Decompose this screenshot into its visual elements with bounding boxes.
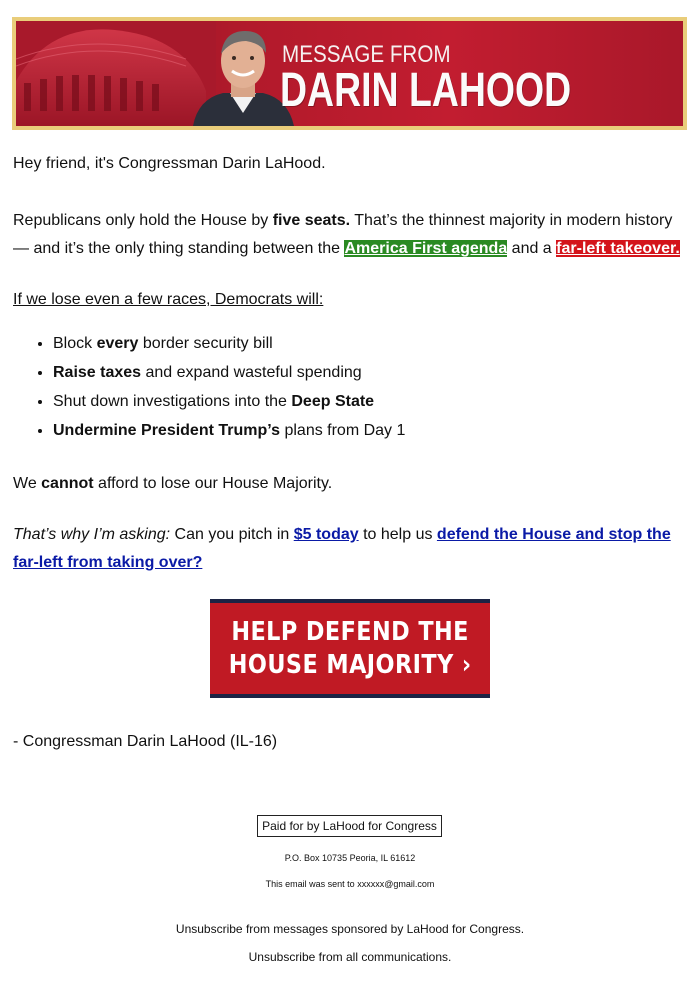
list-item-text: Block bbox=[53, 335, 97, 352]
consequences-list bbox=[13, 329, 405, 445]
capitol-dome-graphic bbox=[16, 21, 216, 126]
help-defend-button[interactable] bbox=[210, 599, 490, 698]
cta-line-2: HOUSE MAJORITY › bbox=[228, 649, 472, 680]
list-item-text: Shut down investigations into the bbox=[53, 393, 292, 410]
list-item-bold: Raise taxes bbox=[53, 364, 142, 381]
ask-text-1: Can you pitch in bbox=[170, 526, 294, 543]
ask-paragraph bbox=[13, 521, 688, 577]
header-banner bbox=[12, 17, 687, 130]
paid-for-disclaimer: Paid for by LaHood for Congress bbox=[257, 815, 442, 837]
banner-message-from: MESSAGE FROM bbox=[282, 41, 451, 68]
far-left-highlight: far-left takeover. bbox=[556, 240, 680, 257]
ask-italic: That’s why I’m asking: bbox=[13, 526, 171, 543]
banner-name: DARIN LAHOOD bbox=[280, 64, 572, 117]
cannot-bold: cannot bbox=[41, 475, 94, 492]
warning-text: If we lose even a few races, Democrats will: bbox=[13, 291, 324, 308]
intro-paragraph bbox=[13, 207, 688, 263]
list-item-text: border security bill bbox=[138, 335, 273, 352]
list-item-text: and expand wasteful spending bbox=[141, 364, 362, 381]
list-item-bold: Deep State bbox=[291, 393, 375, 410]
list-item bbox=[53, 358, 405, 387]
greeting-text: Hey friend, it's Congressman Darin LaHood. bbox=[13, 155, 326, 172]
intro-text-1: Republicans only hold the House by bbox=[13, 212, 273, 229]
list-item bbox=[53, 416, 405, 445]
cannot-paragraph bbox=[13, 470, 688, 498]
list-item-text: plans from Day 1 bbox=[280, 422, 406, 439]
unsubscribe-sponsored-link[interactable]: Unsubscribe from messages sponsored by LaHood for Congress. bbox=[175, 922, 525, 936]
cannot-text-1: We bbox=[13, 475, 42, 492]
cta-line-1: HELP DEFEND THE bbox=[231, 616, 469, 647]
america-first-highlight: America First agenda bbox=[344, 240, 508, 257]
intro-text-3: and a bbox=[507, 240, 557, 257]
donate-5-link[interactable]: $5 today bbox=[293, 526, 359, 543]
mailing-address: P.O. Box 10735 Peoria, IL 61612 bbox=[284, 853, 416, 863]
intro-text-2: That’s the thinnest majority in modern history — and it’s the only thing standing between the bbox=[13, 212, 673, 257]
intro-bold-five-seats: five seats. bbox=[272, 212, 351, 229]
cannot-text-2: afford to lose our House Majority. bbox=[93, 475, 333, 492]
signature: - Congressman Darin LaHood (IL-16) bbox=[13, 733, 278, 750]
list-item-bold: Undermine President Trump’s bbox=[53, 422, 281, 439]
list-item bbox=[53, 329, 405, 358]
list-item-bold: every bbox=[96, 335, 139, 352]
ask-text-2: to help us bbox=[358, 526, 437, 543]
sent-to-notice: This email was sent to xxxxxx@gmail.com bbox=[265, 879, 435, 889]
unsubscribe-all-link[interactable]: Unsubscribe from all communications. bbox=[248, 950, 452, 964]
list-item bbox=[53, 387, 405, 416]
defend-house-link[interactable]: defend the House and stop the far-left from taking over? bbox=[13, 526, 671, 571]
